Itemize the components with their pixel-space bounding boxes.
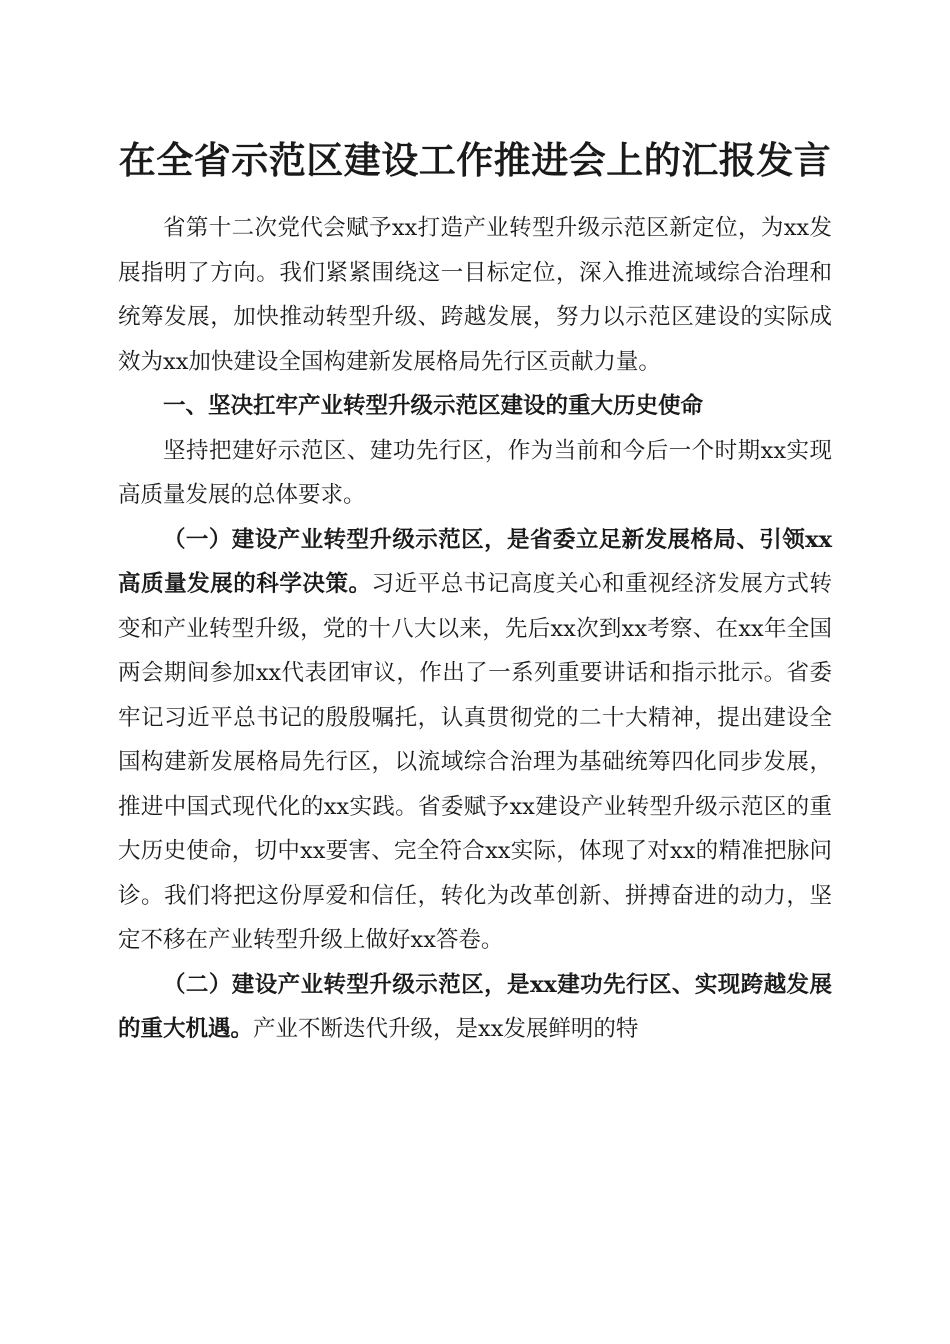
subsection-paragraph-1: [118, 518, 832, 963]
document-title: 在全省示范区建设工作推进会上的汇报发言: [118, 138, 832, 182]
subsection-paragraph-2: [118, 963, 832, 1052]
subsection-text-1: 习近平总书记高度关心和重视经济发展方式转变和产业转型升级，党的十八大以来，先后xx次到xx考察、在xx年全国两会期间参加xx代表团审议，作出了一系列重要讲话和指示批示。省委牢记习近平总书记的殷殷嘱托，认真贯彻党的二十大精神，提出建设全国构建新发展格局先行区，以流域综合治理为基础统筹四化同步发展，推进中国式现代化的xx实践。省委赋予xx建设产业转型升级示范区的重大历史使命，切中xx要害、完全符合xx实际，体现了对xx的精准把脉问诊。我们将把这份厚爱和信任，转化为改革创新、拼搏奋进的动力，坚定不移在产业转型升级上做好xx答卷。: [118, 571, 832, 953]
subsection-heading-2: （二）建设产业转型升级示范区，是xx建功先行区、实现跨越发展的重大机遇。: [118, 971, 832, 1042]
subsection-heading-1: （一）建设产业转型升级示范区，是省委立足新发展格局、引领xx高质量发展的科学决策。: [118, 526, 832, 597]
section-lead-paragraph: 坚持把建好示范区、建功先行区，作为当前和今后一个时期xx实现高质量发展的总体要求。: [118, 437, 832, 508]
section-heading-1: 一、坚决扛牢产业转型升级示范区建设的重大历史使命: [163, 393, 704, 419]
subsection-text-2: 产业不断迭代升级，是xx发展鲜明的特: [253, 1016, 639, 1042]
intro-paragraph: 省第十二次党代会赋予xx打造产业转型升级示范区新定位，为xx发展指明了方向。我们紧紧围绕这一目标定位，深入推进流域综合治理和统筹发展，加快推动转型升级、跨越发展，努力以示范区建设的实际成效为xx加快建设全国构建新发展格局先行区贡献力量。: [118, 215, 832, 375]
document-body: [118, 206, 832, 1052]
